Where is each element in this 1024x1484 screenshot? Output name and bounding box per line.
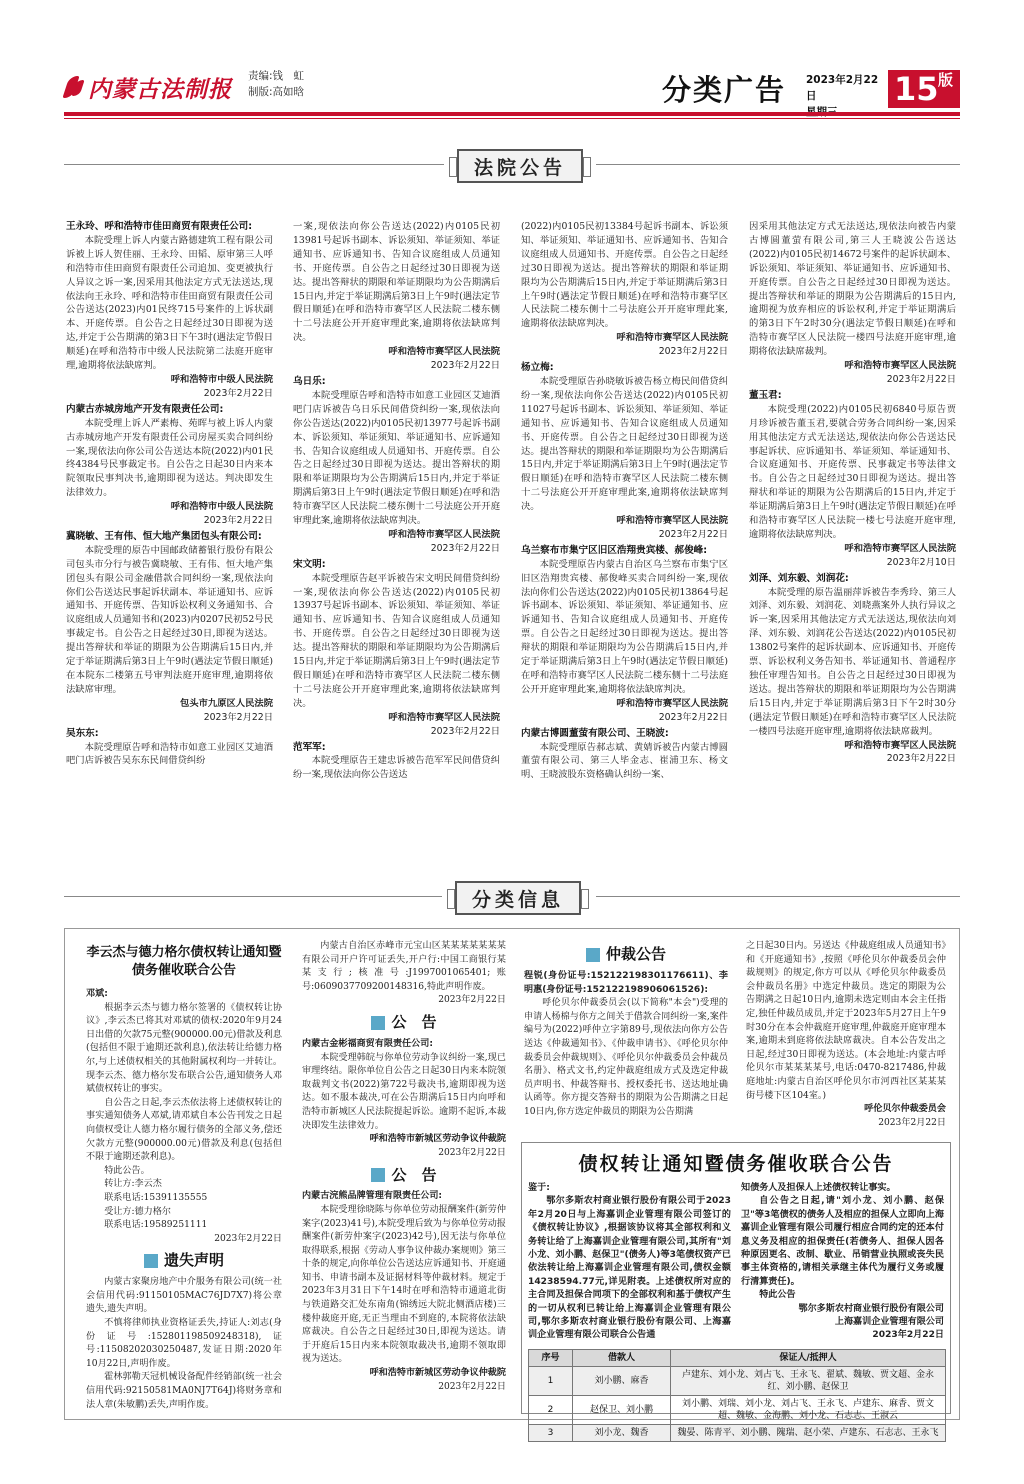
notice-date: 2023年2月10日 xyxy=(886,556,956,568)
logo-text: 内蒙古法制报 xyxy=(88,76,232,103)
notice-addressee: 刘泽、刘东毅、刘润花: xyxy=(749,572,849,584)
classified-column-3 xyxy=(524,940,728,1140)
debt-notice-left xyxy=(528,1182,731,1343)
court-column-2 xyxy=(293,220,500,820)
lost-item: 霍林郭勒天冠机械设备配件经销部(统一社会信用代码:92150581MA0NJ7T64J)将财务章和法人章(朱敏鹏)丢失,声明作废。 xyxy=(86,1372,282,1410)
page-number-badge xyxy=(888,70,960,108)
page-number: 15 xyxy=(894,70,939,108)
notice-paragraph: 本院受理的原告温丽萍诉被告李秀玲、第三人刘泽、刘东毅、刘润花、刘晓燕案外人执行异议之诉一案,因采用其他法定方式无法送达,现依法向刘泽、刘东毅、刘润花公告送达(2022)内0105民初13802号案件的起诉状副本、应诉通知书、开庭传票、诉讼权利义务告知书、举证通知书、普通程序独任审理告知书。自公告之日起经过30日即视为送达。提出答辩状的期限和举证期限均为公告期满后15日内,并定于举证期满后第3日下午2时30分(遇法定节假日顺延)在呼和浩特市赛罕区人民法院一楼四号法庭开庭审理,逾期将依法缺席裁判。 xyxy=(749,586,956,737)
notice-paragraph: 本院受理原告王建忠诉被告范军军民间借贷纠纷一案,现依法向你公告送达 xyxy=(293,755,500,781)
debt-notice-right xyxy=(741,1182,944,1343)
square-bullet-icon xyxy=(371,1168,385,1182)
transferor: 转让方:李云杰 xyxy=(104,1179,162,1190)
notice-paragraph: 本院受理原告呼和浩特市如意工业园区艾迪酒吧门店诉被告吴东东民间借贷纠纷 xyxy=(66,741,273,767)
notice-addressee: 乌日乐: xyxy=(293,375,326,387)
arbitration-title: 仲裁公告 xyxy=(605,945,666,964)
notice-date: 2023年2月22日 xyxy=(203,711,273,723)
court-column-1 xyxy=(66,220,273,820)
notice-title: 公 告 xyxy=(391,1013,437,1032)
notice-paragraph: 因采用其他法定方式无法送达,现依法向被告内蒙古博圆董萤有限公司,第三人王晓波公告送达(2022)内0105民初14672号案件的起诉状副本、诉讼须知、举证须知、举证通知书、应诉通知书、开庭传票。自公告之日起经过30日即视为送达。提出答辩状和举证的期限为公告期满后的15日内,逾期视为放弃相应的诉讼权利,并定于举证期满后的第3日下午2时30分(遇法定节假日顺延)在呼和浩特市赛罕区人民法院一楼四号法庭开庭审理,逾期将依法缺席裁判。 xyxy=(749,221,956,358)
addressee: 内蒙古浣熊品牌管理有限责任公司: xyxy=(302,1191,443,1202)
notice-addressee: 宋文明: xyxy=(293,558,326,570)
column-header: 序号 xyxy=(529,1349,573,1366)
notice-date: 2023年2月22日 xyxy=(430,725,500,737)
classified-column-1 xyxy=(86,940,282,1410)
notice-addressee: 乌兰察布市集宁区旧区浩翔贵宾楼、郝俊峰: xyxy=(521,544,708,556)
court-name: 呼和浩特市中级人民法院 xyxy=(170,373,273,385)
special-notice: 特此公告。 xyxy=(104,1165,150,1176)
lost-item: 内蒙古家聚房地产中介服务有限公司(统一社会信用代码:91150105MAC76JD7X7)将公章遗失,遗失声明。 xyxy=(86,1277,282,1315)
notice-date: 2023年2月22日 xyxy=(658,711,728,723)
court-name: 呼和浩特市赛罕区人民法院 xyxy=(844,739,956,751)
notice-date: 2023年2月22日 xyxy=(872,1330,944,1341)
court-name: 呼和浩特市赛罕区人民法院 xyxy=(616,515,728,527)
issuer: 上海嘉训企业管理有限公司 xyxy=(834,1317,944,1328)
lost-item: 不慎将律师执业资格证丢失,持证人:刘志(身份证号:152801198509248318),证号:11508202030250487,发证日期:2020年10月22日,声明作废。 xyxy=(86,1318,282,1369)
masthead xyxy=(64,66,960,112)
table-row xyxy=(529,1366,946,1395)
notice-date: 2023年2月22日 xyxy=(886,373,956,385)
masthead-rule xyxy=(64,112,960,116)
notice-date: 2023年2月22日 xyxy=(438,1147,506,1158)
notice-paragraph: 自公告之日起,李云杰依法将上述债权转让的事实通知债务人邓斌,请邓斌自本公告刊发之日起向债权受让人德力格尔履行债务的全部义务,偿还欠款方元整(900000.00元)借款及利息(包括但不限于逾期还款利息)。 xyxy=(86,1097,282,1163)
notice-date: 2023年2月22日 xyxy=(658,528,728,540)
banner-line-left xyxy=(64,164,444,165)
notice-date: 2023年2月22日 xyxy=(430,360,500,372)
notice-paragraph: 本院受理的原告中国邮政储蓄银行股份有限公司包头市分行与被告冀晓敏、王有伟、恒大地产集团包头有限公司金融借款合同纠纷一案,现依法向你们公告送达民事起诉状副本、举证通知书、应诉通知书、开庭传票、告知诉讼权利义务通知书、合议庭组成人员通知书和(2023)内0207民初52号民事裁定书。自公告之日起经过30日,即视为送达。提出答辩状和举证的期限为公告期满后15日内,并定于举证期满后第3日上午9时(遇法定节假日顺延)在本院东二楼第五号审判法庭开庭审理,逾期将依法缺席审理。 xyxy=(66,544,273,695)
notice-addressee: 范军军: xyxy=(293,741,326,753)
notice-paragraph: 本院受理上诉人内蒙古路德建筑工程有限公司诉被上诉人贺佳丽、王永玲、田韬、原审第三人呼和浩特市佳田商贸有限责任公司追加、变更被执行人异议之诉一案,因采用其他法定方式无法送达,现依法向王永玲、呼和浩特市佳田商贸有限责任公司公告送达(2023)内01民终715号案件的上诉状副本、开庭传票。自公告之日起经过30日即视为送达,并定于公告期满的第3日下午3时(遇法定节假日顺延)在呼和浩特市中级人民法院第二法庭开庭审理,逾期将依法缺席判。 xyxy=(66,234,273,372)
square-bullet-icon xyxy=(144,1254,158,1268)
table-cell: 刘小鹏、麻香 xyxy=(573,1366,671,1395)
addressee: 内蒙古金彬福商贸有限责任公司: xyxy=(302,1038,433,1049)
table-cell: 刘小鹏、刘瑞、刘小龙、刘占飞、王永飞、卢建东、麻香、贾文超、魏敏、金海鹏、刘小龙、石志志、王淑云 xyxy=(671,1395,946,1424)
court-name: 呼和浩特市赛罕区人民法院 xyxy=(388,528,500,540)
banner-line-left-2 xyxy=(64,896,442,897)
notice-date: 2023年2月22日 xyxy=(203,515,273,527)
lost-statement-heading xyxy=(86,1251,282,1270)
court-name: 呼和浩特市赛罕区人民法院 xyxy=(616,332,728,344)
court-name: 包头市九原区人民法院 xyxy=(180,697,273,709)
court-notice-banner-label: 法院公告 xyxy=(457,149,583,183)
lost-item: 内蒙古自治区赤峰市元宝山区某某某某某某某有限公司开户许可证丢失,开户行:中国工商银行某某支行;核准号:J1997001065401;账号:0609037709200148316,特此声明作废。 xyxy=(302,941,506,992)
notice-addressee: 王永玲、呼和浩特市佳田商贸有限责任公司: xyxy=(66,221,253,232)
notice-paragraph: 一案,现依法向你公告送达(2022)内0105民初13981号起诉书副本、诉讼须知、举证须知、举证通知书、应诉通知书、告知合议庭组成人员通知书、开庭传票。自公告之日起经过30日即视为送达。提出答辩状的期限和举证期限均为公告期满后15日内,并定于举证期满后第3日上午9时(遇法定节假日顺延)在呼和浩特市赛罕区人民法院二楼东侧十二号法庭公开开庭审理此案,逾期将依法缺席判决。 xyxy=(293,221,500,344)
notice-addressee: 吴东东: xyxy=(66,727,99,739)
notice-addressee: 杨立梅: xyxy=(521,362,554,374)
table-cell: 2 xyxy=(529,1395,573,1424)
square-bullet-icon xyxy=(371,1016,385,1030)
court-column-4 xyxy=(749,220,956,820)
notice-paragraph: 本院受理韩皖与你单位劳动争议纠纷一案,现已审理终结。限你单位自公告之日起30日内来本院领取裁判文书(2022)第722号裁决书,逾期即视为送达。如不服本裁决,可在公告期满后15日内向呼和浩特市新城区人民法院提起诉讼。逾期不起诉,本裁决即发生法律效力。 xyxy=(302,1052,506,1131)
debtor-table xyxy=(528,1349,946,1442)
page-suffix: 版 xyxy=(938,71,954,89)
notice-paragraph: 自公告之日起,请"刘小龙、刘小鹏、赵保卫"等3笔债权的债务人及相应的担保人立即向上海嘉训企业管理有限公司履行相应合同约定的还本付息义务及相应的担保责任(若债务人、担保人因各种原因更名、改制、歇业、吊销营业执照或丧失民事主体资格的,请相关承继主体代为履行义务或履行清算责任)。 xyxy=(741,1196,944,1287)
contact-phone: 联系电话:19589251111 xyxy=(104,1220,208,1231)
debt-collection-notice xyxy=(521,1142,951,1438)
arbitration-heading xyxy=(524,945,728,964)
table-cell: 3 xyxy=(529,1424,573,1441)
banner-line-right xyxy=(596,164,960,165)
notice-date: 2023年2月22日 xyxy=(203,387,273,399)
notice-paragraph: 呼伦贝尔仲裁委员会(以下简称"本会")受理的申请人杨棉与你方之间关于借款合同纠纷一案,案件编号为(2022)呼仲立字第89号,现依法向你方公告送达《仲裁通知书》、《仲裁申请书》、《呼伦贝尔仲裁委员会仲裁规则》、《呼伦贝尔仲裁委员会仲裁员名册》、格式文书,约定仲裁庭组成方式及选定仲裁员声明书、仲裁答辩书、授权委托书、送达地址确认函等。你方提交答辩书的期限为公告期满之日起10日内,你方选定仲裁员的期限为公告期满 xyxy=(524,998,728,1117)
table-cell: 魏晏、陈青平、刘小鹏、隗瑞、赵小荣、卢建东、石志志、王永飞 xyxy=(671,1424,946,1441)
column-header: 保证人/抵押人 xyxy=(671,1349,946,1366)
notice-paragraph: (2022)内0105民初13384号起诉书副本、诉讼须知、举证须知、举证通知书、应诉通知书、告知合议庭组成人员通知书、开庭传票。自公告之日起经过30日即视为送达。提出答辩状的期限和举证期限均为公告期满后15日内,并定于举证期满后第3日上午9时(遇法定节假日顺延)在呼和浩特市赛罕区人民法院二楼东侧十二号法庭公开开庭审理此案,逾期将依法缺席判决。 xyxy=(521,221,728,330)
notice-paragraph: 之日起30日内。另送达《仲裁庭组成人员通知书》和《开庭通知书》,按照《呼伦贝尔仲裁委员会仲裁规则》的规定,你方可以从《呼伦贝尔仲裁委员会仲裁员名册》中选定仲裁员。选定的期限为公告期满之日起10日内,逾期未选定则由本会主任指定,独任仲裁员成员,并定于2023年5月27日上午9时30分在本会仲裁庭开庭审理,仲裁庭开庭审理本案,逾期未到庭将依法缺席裁决。自本公告发出之日起,经过30日即视为送达。(本会地址:内蒙古呼伦贝尔市某某某某号,电话:0470-8217486,仲裁庭地址:内蒙古自治区呼伦贝尔市河西社区某某某街号楼下区104室。) xyxy=(746,941,946,1101)
section-title: 分类广告 xyxy=(662,73,787,107)
notice-date: 2023年2月22日 xyxy=(430,542,500,554)
notice-title: 公 告 xyxy=(391,1165,437,1184)
debt-notice-title: 债权转让通知暨债务催收联合公告 xyxy=(578,1153,894,1175)
notice-addressee: 内蒙古博圆董萤有限公司、王晓波: xyxy=(521,727,669,739)
issuer: 呼伦贝尔仲裁委员会 xyxy=(864,1104,946,1115)
table-row xyxy=(529,1424,946,1441)
column-header: 借款人 xyxy=(573,1349,671,1366)
notice-date: 2023年2月22日 xyxy=(214,1233,282,1244)
special-notice: 特此公告 xyxy=(759,1290,796,1301)
notice-paragraph: 本院受理上诉人严素梅、苑晖与被上诉人内蒙古赤城房地产开发有限责任公司房屋买卖合同纠纷一案,现依法向你公司公告送达本院(2022)内01民终4384号民事裁定书。自公告之日起30日内来本院领取民事判决书,逾期即视为送达。判决即发生法律效力。 xyxy=(66,417,273,499)
table-cell: 卢建东、刘小龙、刘占飞、王永飞、翟斌、魏敏、贾文超、金永红、刘小鹏、赵保卫 xyxy=(671,1366,946,1395)
notice-heading xyxy=(302,1165,506,1184)
credits xyxy=(248,68,304,100)
classified-banner xyxy=(448,880,588,916)
notice-date: 2023年2月22日 xyxy=(886,753,956,765)
date-text: 2023年2月22日 xyxy=(806,74,879,102)
court-name: 呼和浩特市赛罕区人民法院 xyxy=(388,711,500,723)
classified-column-4 xyxy=(746,940,946,1140)
debt-notice-body xyxy=(528,1182,944,1343)
flame-logo-icon xyxy=(64,74,84,100)
issuer: 鄂尔多斯农村商业银行股份有限公司 xyxy=(798,1303,944,1314)
notice-date: 2023年2月22日 xyxy=(658,346,728,358)
transferee: 受让方:德力格尔 xyxy=(104,1206,171,1217)
court-name: 呼和浩特市赛罕区人民法院 xyxy=(844,360,956,372)
court-column-3 xyxy=(521,220,728,820)
debt-transfer-title: 李云杰与德力格尔债权转让通知暨债务催收联合公告 xyxy=(86,945,282,978)
notice-paragraph: 本院受理原告呼和浩特市如意工业园区艾迪酒吧门店诉被告乌日乐民间借贷纠纷一案,现依法向你公告送达(2022)内0105民初13977号起诉书副本、诉讼须知、举证须知、举证通知书、应诉通知书、告知合议庭组成人员通知书、开庭传票。自公告之日起经过30日即视为送达。提出答辩状的期限和举证期限均为公告期满后15日内,并定于举证期满后第3日上午9时(遇法定节假日顺延)在呼和浩特市赛罕区人民法院二楼东侧十二号法庭公开开庭审理此案,逾期将依法缺席判决。 xyxy=(293,389,500,527)
newspaper-logo xyxy=(64,70,234,104)
addressee: 邓斌: xyxy=(86,989,108,999)
notice-paragraph: 本院受理原告孙晓敏诉被告杨立梅民间借贷纠纷一案,现依法向你公告送达(2022)内0105民初11027号起诉书副本、诉讼须知、举证须知、举证通知书、应诉通知书、告知合议庭组成人员通知书、开庭传票。自公告之日起经过30日即视为送达。提出答辩状的期限和举证期限均为公告期满后15日内,并定于举证期满后第3日上午9时(遇法定节假日顺延)在呼和浩特市赛罕区人民法院二楼东侧十二号法庭公开开庭审理此案,逾期将依法缺席判决。 xyxy=(521,375,728,513)
table-header-row xyxy=(529,1349,946,1366)
producer-credit: 制版:高如晗 xyxy=(248,86,305,98)
square-bullet-icon xyxy=(586,948,600,962)
issuer: 呼和浩特市新城区劳动争议仲裁院 xyxy=(369,1368,506,1379)
masthead-rule-thin xyxy=(64,118,960,119)
addressee: 程锐(身份证号:152122198301176611)、李明惠(身份证号:152122198906061526): xyxy=(524,971,728,995)
table-cell: 赵保卫、刘小鹏 xyxy=(573,1395,671,1424)
table-cell: 1 xyxy=(529,1366,573,1395)
court-name: 呼和浩特市中级人民法院 xyxy=(170,501,273,513)
notice-paragraph: 本院受理原告郝志斌、黄婧诉被告内蒙古博圆董萤有限公司、第三人毕金志、崔浦卫东、杨文明、王晓波股东资格确认纠纷一案、 xyxy=(521,741,728,781)
notice-addressee: 冀晓敏、王有伟、恒大地产集团包头有限公司: xyxy=(66,530,262,542)
notice-paragraph: 鄂尔多斯农村商业银行股份有限公司于2023年2月20日与上海嘉训企业管理有限公司签订的《债权转让协议》,根据该协议将其全部权利和义务转让给了上海嘉训企业管理有限公司,其所有"刘小龙、刘小鹏、赵保卫"(债务人)等3笔债权资产已依法转让给上海嘉训企业管理有限公司,债权金额14238594.77元,详见附表。上述债权所对应的主合同及担保合同项下的全部权利和基于债权产生的一切从权利已转让给上海嘉训企业管理有限公司,鄂尔多斯农村商业银行股份有限公司、上海嘉训企业管理有限公司联合公告通 xyxy=(528,1196,731,1341)
court-name: 呼和浩特市赛罕区人民法院 xyxy=(616,697,728,709)
contact-phone: 联系电话:15391135555 xyxy=(104,1192,208,1203)
court-notice-banner xyxy=(450,148,590,184)
classified-banner-label: 分类信息 xyxy=(455,881,581,915)
notice-heading xyxy=(302,1013,506,1032)
court-name: 呼和浩特市赛罕区人民法院 xyxy=(388,346,500,358)
notice-paragraph: 本院受理(2022)内0105民初6840号原告贾月珍诉被告董玉君,要就合劳务合同纠纷一案,因采用其他法定方式无法送达,现依法向你公告送达民事起诉状、应诉通知书、举证须知、举证通知书、合议庭通知书、开庭传票、民事裁定书等法律文书。自公告之日起经过30日即视为送达。提出答辩状和举证的期限为公告期满后的15日内,并定于举证期满后第3日上午9时(遇法定节假日顺延)在呼和浩特市赛罕区人民法院一楼七号法庭开庭审理,逾期将依法缺席判决。 xyxy=(749,403,956,540)
notice-date: 2023年2月22日 xyxy=(438,995,506,1006)
issuer: 呼和浩特市新城区劳动争议仲裁院 xyxy=(369,1134,506,1145)
editor-credit: 责编:钱 虹 xyxy=(248,70,305,82)
table-cell: 刘小龙、魏香 xyxy=(573,1424,671,1441)
table-row xyxy=(529,1395,946,1424)
lost-statement-title: 遗失声明 xyxy=(163,1251,224,1270)
notice-addressee: 董玉君: xyxy=(749,389,782,401)
notice-paragraph: 本院受理原告内蒙古自治区乌兰察布市集宁区旧区浩翔贵宾楼、郝俊峰买卖合同纠纷一案,现依法向你们公告送达(2022)内0105民初13864号起诉书副本、诉讼须知、举证须知、举证通知书、应诉通知书、告知合议庭组成人员通知书、开庭传票。自公告之日起经过30日即视为送达。提出答辩状的期限和举证期限均为公告期满后15日内,并定于举证期满后第3日上午9时(遇法定节假日顺延)在呼和浩特市赛罕区人民法院二楼东侧十二号法庭公开开庭审理此案,逾期将依法缺席判决。 xyxy=(521,558,728,695)
notice-paragraph: 知债务人及担保人上述债权转让事实。 xyxy=(741,1183,896,1193)
notice-paragraph: 本院受理原告赵平诉被告宋文明民间借贷纠纷一案,现依法向你公告送达(2022)内0105民初13937号起诉书副本、诉讼须知、举证须知、举证通知书、应诉通知书、告知合议庭组成人员通知书、开庭传票。自公告之日起经过30日即视为送达。提出答辩状的期限和举证期限均为公告期满后15日内,并定于举证期满后第3日上午9时(遇法定节假日顺延)在呼和浩特市赛罕区人民法院二楼东侧十二号法庭公开开庭审理此案,逾期将依法缺席判决。 xyxy=(293,572,500,709)
debt-notice-lead: 鉴于: xyxy=(528,1183,550,1193)
notice-paragraph: 本院受理徐晓陈与你单位劳动报酬案件(新劳仲案字(2023)41号),本院受理后致为与你单位劳动报酬案件(新劳仲案字(2023)42号),因无法与你单位取得联系,根据《劳动人事争议仲裁办案规则》第三十条的规定,向你单位公告送达应诉通知书、开庭通知书、申请书副本及证据材料等仲裁材料。规定于2023年3月31日下午14时在呼和浩特市通道北街与铁道路交汇处东南角(锦绣远大院北侧酒店楼)三楼仲裁庭开庭,无正当理由不到庭的,本院将依法缺席裁决。自公告之日起经过30日,即视为送达。请于开庭后15日内来本院领取裁决书,逾期不领取即视为送达。 xyxy=(302,1204,506,1365)
notice-date: 2023年2月22日 xyxy=(438,1381,506,1392)
notice-addressee: 内蒙古赤城房地产开发有限责任公司: xyxy=(66,403,224,415)
court-name: 呼和浩特市赛罕区人民法院 xyxy=(844,542,956,554)
notice-paragraph: 根据李云杰与德力格尔签署的《债权转让协议》,李云杰已将其对邓斌的债权:2020年9月24日出借的欠款75元整(900000.00元)借款及利息(包括但不限于逾期还款利息),依法转让给德力格尔,与上述债权相关的其他附属权利均一并转让。现李云杰、德力格尔发布联合公告,通知债务人邓斌债权转让的事实。 xyxy=(86,1002,282,1095)
banner-line-right-2 xyxy=(596,896,960,897)
classified-column-2 xyxy=(302,940,506,1410)
notice-date: 2023年2月22日 xyxy=(878,1117,946,1128)
